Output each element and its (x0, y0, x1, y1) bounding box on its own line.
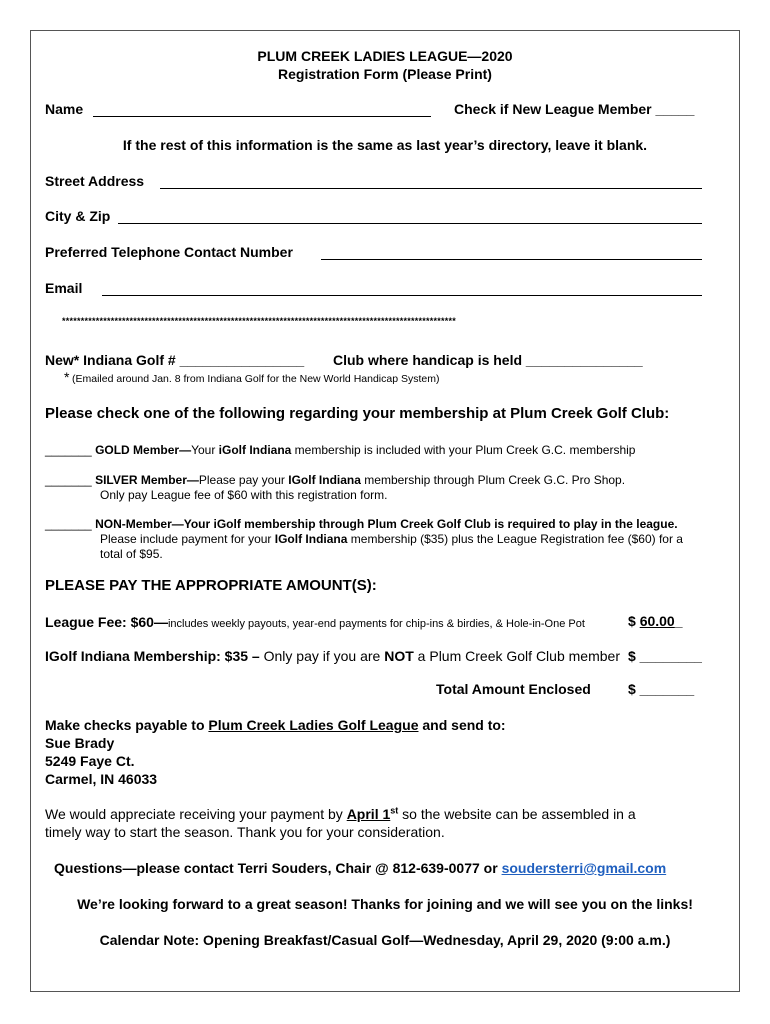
city-zip-line (118, 223, 702, 224)
non-text-a: Please include payment for your (100, 532, 275, 546)
non-checkbox-blank[interactable]: _______ (45, 517, 92, 531)
igolf-amount-field[interactable]: $ ________ (628, 648, 702, 664)
silver-text-a: Please pay your (198, 473, 289, 487)
membership-heading: Please check one of the following regarding your membership at Plum Creek Golf Club: (45, 405, 670, 422)
mail-recipient: Sue Brady (45, 735, 115, 751)
total-enclosed-label: Total Amount Enclosed (436, 681, 591, 697)
payment-heading: PLEASE PAY THE APPROPRIATE AMOUNT(S): (45, 577, 377, 594)
gold-member-label: GOLD Member— (95, 443, 192, 457)
name-label: Name (45, 101, 84, 117)
handicap-club-label[interactable]: Club where handicap is held _______________ (333, 352, 643, 368)
appreciation-a: We would appreciate receiving your payment by (45, 806, 347, 822)
league-fee-dollar: $ (628, 613, 640, 629)
street-address-label: Street Address (45, 173, 145, 189)
igolf-text-a: Only pay if you are (263, 648, 385, 664)
gold-text-a: Your (191, 443, 219, 457)
new-league-member-check[interactable]: Check if New League Member _____ (454, 101, 695, 117)
igolf-text-b: a Plum Creek Golf Club member (413, 648, 620, 664)
gold-member-option (45, 443, 635, 457)
non-member-line3: total of $95. (100, 547, 163, 561)
silver-member-option (45, 473, 625, 487)
total-amount-field[interactable]: $ _______ (628, 681, 695, 697)
phone-input[interactable] (323, 243, 700, 257)
league-fee-value: 60.00 (639, 613, 675, 629)
silver-line2: Only pay League fee of $60 with this registration form. (100, 488, 388, 502)
email-line (102, 295, 702, 296)
non-brand: IGolf Indiana (274, 532, 348, 546)
silver-member-label: SILVER Member— (95, 473, 199, 487)
appreciation-line1 (45, 806, 636, 822)
gold-brand: iGolf Indiana (218, 443, 292, 457)
igolf-not: NOT (384, 648, 414, 664)
contact-line (54, 860, 666, 876)
street-address-line (160, 188, 702, 189)
contact-email-link[interactable]: soudersterri@gmail.com (501, 860, 667, 876)
city-zip-input[interactable] (120, 207, 700, 221)
email-label: Email (45, 280, 83, 296)
appreciation-line2: timely way to start the season. Thank you for your consideration. (45, 824, 445, 840)
non-member-line2 (100, 532, 683, 546)
form-title: PLUM CREEK LADIES LEAGUE—2020 (257, 48, 513, 64)
form-subtitle: Registration Form (Please Print) (278, 66, 492, 82)
league-fee-description: includes weekly payouts, year-end payments for chip-ins & birdies, & Hole-in-One Pot (167, 618, 585, 630)
mail-city: Carmel, IN 46033 (45, 771, 158, 787)
phone-line (321, 259, 702, 260)
city-zip-label: City & Zip (45, 208, 111, 224)
non-member-label: NON-Member—Your iGolf membership through Plum Creek Golf Club is required to play in the league. (95, 517, 678, 531)
street-address-input[interactable] (162, 172, 700, 186)
notice-text: If the rest of this information is the same as last year’s directory, leave it blank. (122, 137, 648, 153)
igolf-membership-row (45, 648, 620, 664)
league-fee-amount (628, 613, 683, 629)
deadline-date: April 1 (346, 806, 391, 822)
mail-street: 5249 Faye Ct. (45, 753, 135, 769)
silver-checkbox-blank[interactable]: _______ (45, 473, 92, 487)
gold-checkbox-blank[interactable]: _______ (45, 443, 92, 457)
silver-brand: IGolf Indiana (288, 473, 361, 487)
appreciation-b: so the website can be assembled in a (398, 806, 636, 822)
separator-asterisks: ********************************************************************************************************* (62, 316, 457, 326)
footnote-text: (Emailed around Jan. 8 from Indiana Golf for the New World Handicap System) (72, 373, 440, 385)
footnote-asterisk: * (64, 369, 70, 385)
deadline-suffix: st (390, 805, 399, 816)
league-fee-row (45, 614, 585, 632)
email-input[interactable] (104, 279, 700, 293)
league-fee-label: League Fee: $60— (45, 614, 168, 630)
payee-name: Plum Creek Ladies Golf League (208, 717, 419, 733)
phone-label: Preferred Telephone Contact Number (45, 244, 293, 260)
closing-message: We’re looking forward to a great season! Thanks for joining and we will see you on the links! (77, 896, 693, 912)
non-text-b: membership ($35) plus the League Registration fee ($60) for a (347, 532, 683, 546)
indiana-golf-number-label[interactable]: New* Indiana Golf # ________________ (45, 352, 305, 368)
checks-payable-line (45, 717, 506, 733)
contact-text: Questions—please contact Terri Souders, Chair @ 812-639-0077 or (54, 860, 502, 876)
payable-lead: Make checks payable to (45, 717, 209, 733)
igolf-label: IGolf Indiana Membership: $35 – (45, 648, 264, 664)
non-member-option (45, 517, 678, 531)
silver-text-b: membership through Plum Creek G.C. Pro Shop. (360, 473, 626, 487)
calendar-note: Calendar Note: Opening Breakfast/Casual Golf—Wednesday, April 29, 2020 (9:00 a.m.) (99, 932, 671, 948)
name-field-line (93, 116, 431, 117)
gold-text-b: membership is included with your Plum Creek G.C. membership (291, 443, 636, 457)
league-fee-tail: _ (674, 613, 683, 629)
payable-tail: and send to: (418, 717, 506, 733)
name-input[interactable] (95, 100, 429, 114)
